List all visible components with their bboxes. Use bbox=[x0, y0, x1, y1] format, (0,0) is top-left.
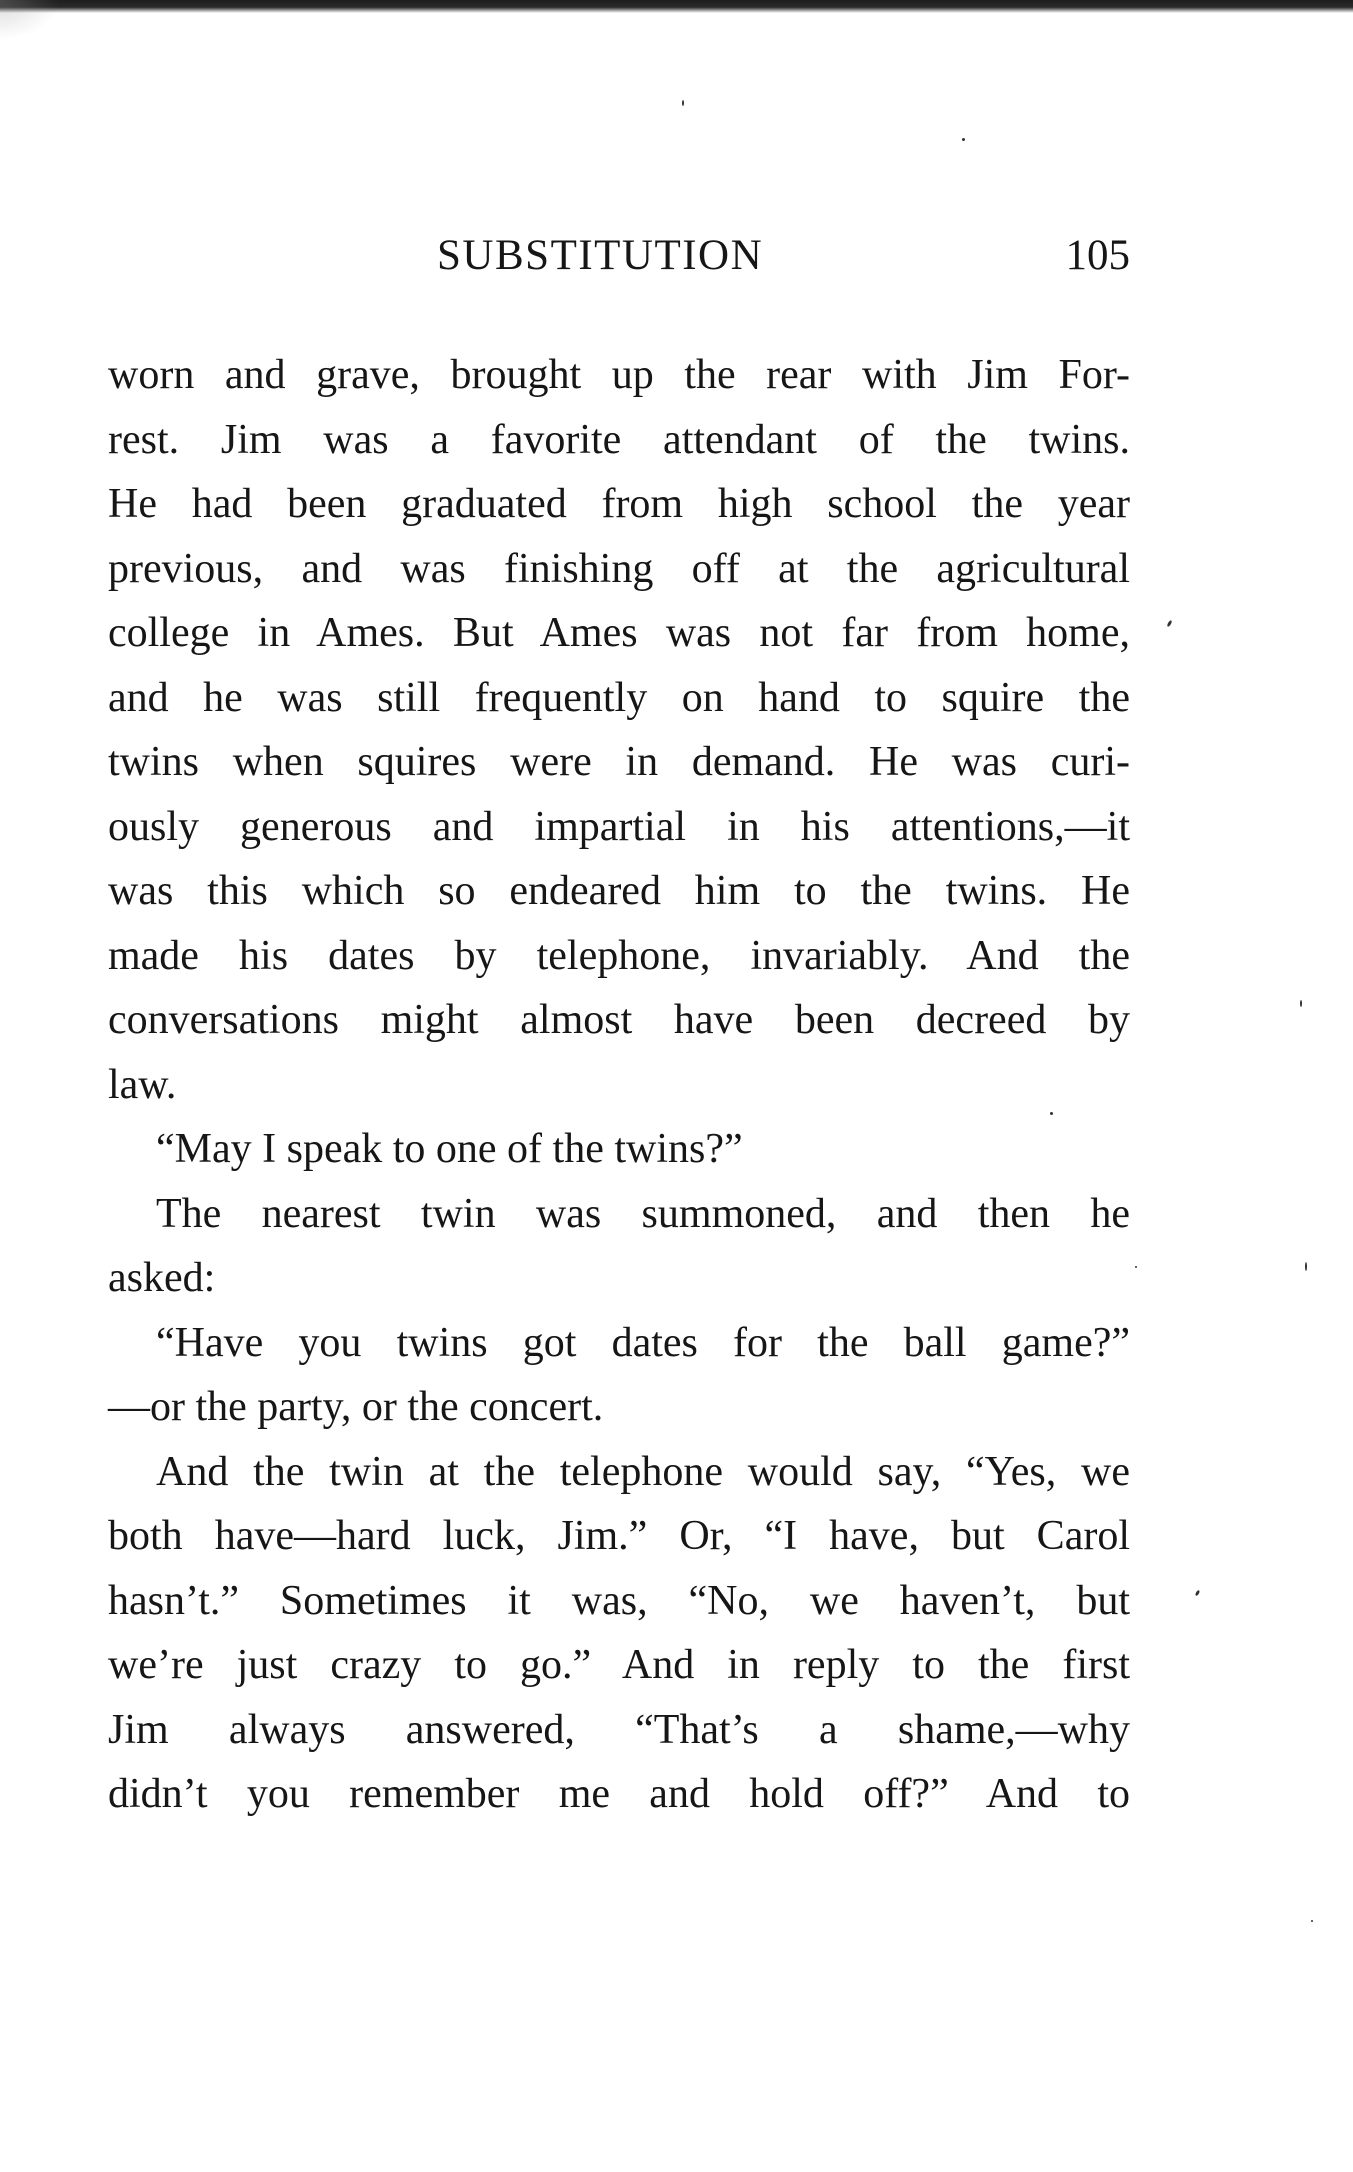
text-line: “Have you twins got dates for the ball game?” bbox=[156, 1319, 1130, 1366]
body-text bbox=[108, 343, 1130, 1827]
text-line: “May I speak to one of the twins?” bbox=[156, 1126, 743, 1172]
text-line: didn’t you remember me and hold off?” And to bbox=[108, 1771, 1130, 1817]
scan-speck bbox=[682, 100, 684, 106]
text-line: ously generous and impartial in his attentions,—it bbox=[108, 803, 1130, 850]
text-line: —or the party, or the concert. bbox=[108, 1384, 604, 1430]
text-line: twins when squires were in demand. He was curi- bbox=[108, 739, 1130, 785]
text-line: made his dates by telephone, invariably. And the bbox=[108, 932, 1130, 979]
text-line: asked: bbox=[108, 1255, 216, 1301]
scan-speck bbox=[1050, 1112, 1053, 1115]
scan-speck bbox=[1311, 1920, 1313, 1922]
text-line: college in Ames. But Ames was not far from home, bbox=[108, 610, 1130, 656]
page-header bbox=[108, 226, 1130, 286]
text-line: conversations might almost have been decreed by bbox=[108, 997, 1130, 1043]
text-line: hasn’t.” Sometimes it was, “No, we haven’t, but bbox=[108, 1577, 1130, 1624]
top-edge-rule bbox=[0, 0, 1353, 13]
text-line: previous, and was finishing off at the agricultural bbox=[108, 545, 1130, 592]
scan-speck bbox=[962, 138, 965, 141]
running-head: SUBSTITUTION bbox=[437, 232, 764, 279]
text-line: and he was still frequently on hand to squire the bbox=[108, 674, 1130, 721]
corner-smudge bbox=[0, 0, 60, 40]
text-line: we’re just crazy to go.” And in reply to the first bbox=[108, 1642, 1130, 1688]
text-line: was this which so endeared him to the twins. He bbox=[108, 868, 1130, 914]
page-number: 105 bbox=[1065, 232, 1130, 279]
scan-speck bbox=[1305, 1262, 1307, 1271]
text-line: both have—hard luck, Jim.” Or, “I have, but Carol bbox=[108, 1513, 1130, 1559]
scan-speck bbox=[1135, 1266, 1137, 1268]
scan-speck bbox=[1300, 1000, 1302, 1007]
text-line: And the twin at the telephone would say, “Yes, we bbox=[156, 1448, 1130, 1495]
text-line: Jim always answered, “That’s a shame,—why bbox=[108, 1706, 1130, 1753]
text-line: rest. Jim was a favorite attendant of the twins. bbox=[108, 416, 1130, 463]
text-line: He had been graduated from high school the year bbox=[108, 481, 1130, 527]
text-line: worn and grave, brought up the rear with Jim For- bbox=[108, 352, 1130, 398]
text-line: law. bbox=[108, 1061, 177, 1108]
scan-speck bbox=[1195, 1590, 1201, 1597]
scan-speck bbox=[1166, 620, 1172, 628]
text-line: The nearest twin was summoned, and then he bbox=[156, 1190, 1130, 1237]
